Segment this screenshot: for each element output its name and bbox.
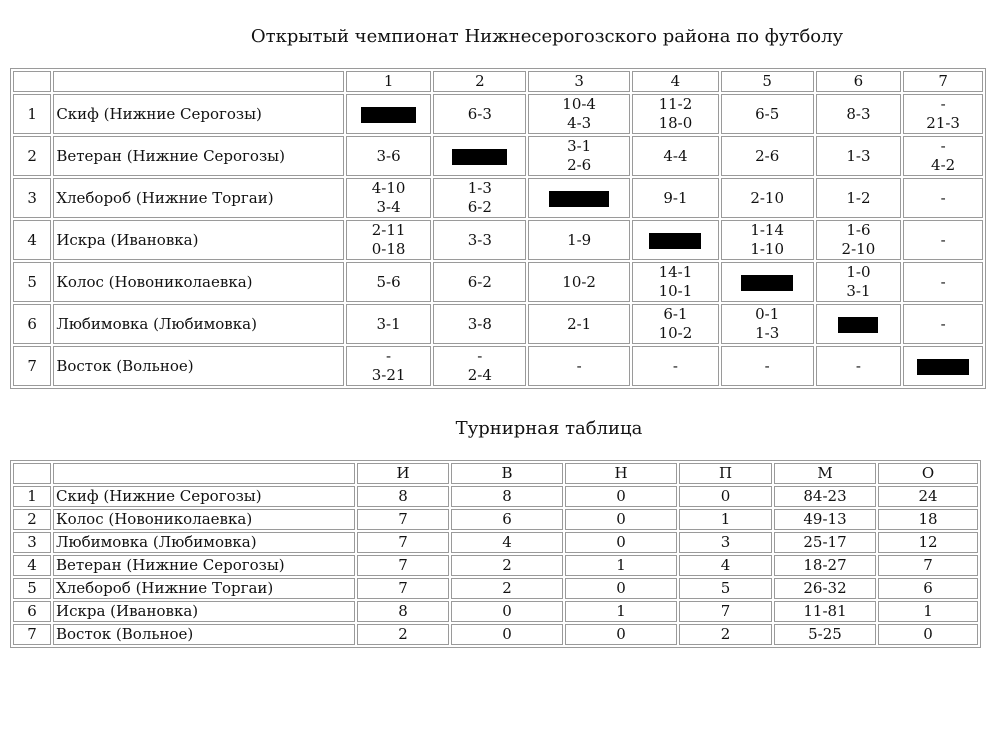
score-cell <box>903 136 983 176</box>
score-text: 4-10 <box>371 179 406 197</box>
score-text: 1-14 <box>750 221 785 239</box>
stat-cell: 2 <box>451 578 563 599</box>
score-text: 10-4 <box>562 95 596 113</box>
score-text: 2-10 <box>841 240 876 258</box>
blocked-cell-bar <box>452 149 507 165</box>
score-cell <box>903 304 983 344</box>
score-text: - <box>940 137 946 155</box>
score-cell <box>433 304 526 344</box>
score-cell <box>528 220 630 260</box>
score-text: 2-11 <box>371 221 406 239</box>
stat-cell: 26-32 <box>774 578 876 599</box>
score-cell <box>721 304 814 344</box>
score-text: 3-6 <box>376 146 401 165</box>
stat-cell: 2 <box>451 555 563 576</box>
score-cell <box>721 220 814 260</box>
score-text: 1-9 <box>567 230 592 249</box>
blocked-cell-bar <box>361 107 416 123</box>
score-cell <box>816 346 902 386</box>
blocked-cell-bar <box>549 191 609 207</box>
stat-cell: 7 <box>357 578 449 599</box>
score-cell <box>433 94 526 134</box>
stat-cell: 12 <box>878 532 978 553</box>
score-text: 1-0 <box>846 263 871 281</box>
team-name: Колос (Новониколаевка) <box>53 262 343 302</box>
stat-cell: 0 <box>878 624 978 645</box>
score-text: 3-3 <box>467 230 492 249</box>
team-name: Любимовка (Любимовка) <box>53 532 355 553</box>
stat-cell: 6 <box>878 578 978 599</box>
score-text: 5-6 <box>376 272 401 291</box>
matrix-col-header: 4 <box>632 71 719 92</box>
score-cell <box>721 94 814 134</box>
standings-table <box>10 460 981 648</box>
team-name: Скиф (Нижние Серогозы) <box>53 94 343 134</box>
score-text: 6-5 <box>755 104 780 123</box>
score-cell <box>816 220 902 260</box>
stat-cell: 8 <box>357 601 449 622</box>
standings-row <box>13 486 978 507</box>
stat-cell: 3 <box>679 532 772 553</box>
team-name: Любимовка (Любимовка) <box>53 304 343 344</box>
team-name: Ветеран (Нижние Серогозы) <box>53 136 343 176</box>
standings-col-header: П <box>679 463 772 484</box>
results-matrix <box>10 68 986 389</box>
stat-cell: 2 <box>679 624 772 645</box>
score-cell <box>346 262 432 302</box>
row-number: 7 <box>13 346 51 386</box>
row-number: 5 <box>13 262 51 302</box>
blocked-cell-bar <box>838 317 878 333</box>
standings-title: Турнирная таблица <box>455 418 643 439</box>
standings-header-blank <box>13 463 51 484</box>
matrix-row <box>13 346 983 386</box>
score-cell <box>433 220 526 260</box>
score-cell <box>346 304 432 344</box>
score-cell <box>346 136 432 176</box>
stat-cell: 24 <box>878 486 978 507</box>
score-text: 1-2 <box>846 188 871 207</box>
score-text: - <box>386 347 392 365</box>
standings-row <box>13 509 978 530</box>
score-text: 14-1 <box>658 263 693 281</box>
stat-cell: 1 <box>878 601 978 622</box>
score-text: 4-3 <box>567 114 592 132</box>
score-text: 18-0 <box>658 114 693 132</box>
row-number: 1 <box>13 94 51 134</box>
stat-cell: 1 <box>565 555 677 576</box>
team-name: Хлебороб (Нижние Торгаи) <box>53 178 343 218</box>
stat-cell: 4 <box>451 532 563 553</box>
score-text: 10-1 <box>658 282 693 300</box>
standings-col-header: В <box>451 463 563 484</box>
standings-col-header: И <box>357 463 449 484</box>
score-text: 1-6 <box>846 221 871 239</box>
score-cell <box>903 262 983 302</box>
rank-number: 1 <box>13 486 51 507</box>
page-title: Открытый чемпионат Нижнесерогозского района по футболу <box>250 26 844 47</box>
stat-cell: 11-81 <box>774 601 876 622</box>
stat-cell: 0 <box>679 486 772 507</box>
score-text: 3-21 <box>371 366 406 384</box>
score-cell <box>632 304 719 344</box>
score-cell <box>632 136 719 176</box>
score-text: 6-2 <box>467 198 492 216</box>
standings-col-header: О <box>878 463 978 484</box>
stat-cell: 1 <box>565 601 677 622</box>
score-cell <box>816 178 902 218</box>
rank-number: 4 <box>13 555 51 576</box>
score-text: 3-1 <box>376 314 401 333</box>
standings-col-header: М <box>774 463 876 484</box>
stat-cell: 18 <box>878 509 978 530</box>
score-text: - <box>764 356 770 375</box>
score-cell <box>903 94 983 134</box>
score-text: 2-4 <box>467 366 492 384</box>
matrix-row <box>13 262 983 302</box>
stat-cell: 7 <box>357 532 449 553</box>
score-cell <box>528 136 630 176</box>
stat-cell: 7 <box>357 555 449 576</box>
score-text: 2-10 <box>750 188 785 207</box>
matrix-row <box>13 220 983 260</box>
stat-cell: 1 <box>679 509 772 530</box>
rank-number: 7 <box>13 624 51 645</box>
matrix-col-header: 7 <box>903 71 983 92</box>
score-text: 6-3 <box>467 104 492 123</box>
self-match-cell <box>632 220 719 260</box>
score-cell <box>632 94 719 134</box>
score-text: 0-18 <box>371 240 406 258</box>
score-text: 11-2 <box>658 95 693 113</box>
row-number: 4 <box>13 220 51 260</box>
stat-cell: 0 <box>565 509 677 530</box>
score-cell <box>433 346 526 386</box>
stat-cell: 84-23 <box>774 486 876 507</box>
matrix-header-row <box>13 71 983 92</box>
score-text: - <box>940 230 946 249</box>
score-cell <box>528 346 630 386</box>
self-match-cell <box>903 346 983 386</box>
score-cell <box>903 178 983 218</box>
stat-cell: 7 <box>679 601 772 622</box>
score-cell <box>632 346 719 386</box>
score-text: - <box>940 95 946 113</box>
score-text: 2-6 <box>755 146 780 165</box>
score-cell <box>346 178 432 218</box>
matrix-col-header: 5 <box>721 71 814 92</box>
score-text: 4-2 <box>931 156 956 174</box>
score-text: 6-2 <box>467 272 492 291</box>
rank-number: 2 <box>13 509 51 530</box>
matrix-col-header: 1 <box>346 71 432 92</box>
standings-col-header: Н <box>565 463 677 484</box>
stat-cell: 8 <box>357 486 449 507</box>
score-cell <box>346 220 432 260</box>
score-cell <box>346 346 432 386</box>
row-number: 6 <box>13 304 51 344</box>
stat-cell: 5 <box>679 578 772 599</box>
score-text: 10-2 <box>658 324 693 342</box>
self-match-cell <box>433 136 526 176</box>
standings-header-row <box>13 463 978 484</box>
score-cell <box>528 262 630 302</box>
score-cell <box>433 178 526 218</box>
score-text: 6-1 <box>663 305 688 323</box>
standings-row <box>13 601 978 622</box>
team-name: Колос (Новониколаевка) <box>53 509 355 530</box>
matrix-col-header: 6 <box>816 71 902 92</box>
stat-cell: 7 <box>357 509 449 530</box>
score-text: - <box>672 356 678 375</box>
score-text: 1-3 <box>755 324 780 342</box>
stat-cell: 0 <box>565 578 677 599</box>
team-name: Искра (Ивановка) <box>53 601 355 622</box>
score-text: - <box>855 356 861 375</box>
matrix-row <box>13 94 983 134</box>
rank-number: 6 <box>13 601 51 622</box>
stat-cell: 8 <box>451 486 563 507</box>
team-name: Хлебороб (Нижние Торгаи) <box>53 578 355 599</box>
self-match-cell <box>816 304 902 344</box>
score-cell <box>816 136 902 176</box>
stat-cell: 0 <box>451 624 563 645</box>
blocked-cell-bar <box>741 275 793 291</box>
team-name: Искра (Ивановка) <box>53 220 343 260</box>
standings-row <box>13 578 978 599</box>
stat-cell: 4 <box>679 555 772 576</box>
stat-cell: 0 <box>565 486 677 507</box>
stat-cell: 0 <box>451 601 563 622</box>
stat-cell: 6 <box>451 509 563 530</box>
score-cell <box>721 178 814 218</box>
standings-row <box>13 532 978 553</box>
team-name: Восток (Вольное) <box>53 346 343 386</box>
matrix-col-header: 2 <box>433 71 526 92</box>
score-text: 1-3 <box>846 146 871 165</box>
rank-number: 5 <box>13 578 51 599</box>
self-match-cell <box>528 178 630 218</box>
score-cell <box>721 136 814 176</box>
matrix-header-blank <box>13 71 51 92</box>
stat-cell: 25-17 <box>774 532 876 553</box>
matrix-row <box>13 304 983 344</box>
standings-row <box>13 624 978 645</box>
blocked-cell-bar <box>649 233 701 249</box>
score-text: 21-3 <box>926 114 960 132</box>
score-cell <box>632 262 719 302</box>
score-cell <box>528 304 630 344</box>
score-cell <box>816 262 902 302</box>
score-text: 10-2 <box>562 272 596 291</box>
score-text: - <box>940 272 946 291</box>
stat-cell: 7 <box>878 555 978 576</box>
matrix-header-blank <box>53 71 343 92</box>
stat-cell: 5-25 <box>774 624 876 645</box>
score-text: 1-10 <box>750 240 785 258</box>
score-text: - <box>477 347 483 365</box>
self-match-cell <box>721 262 814 302</box>
score-text: 2-1 <box>567 314 592 333</box>
stat-cell: 49-13 <box>774 509 876 530</box>
score-text: 3-1 <box>846 282 871 300</box>
team-name: Ветеран (Нижние Серогозы) <box>53 555 355 576</box>
standings-row <box>13 555 978 576</box>
blocked-cell-bar <box>917 359 969 375</box>
stat-cell: 0 <box>565 624 677 645</box>
team-name: Восток (Вольное) <box>53 624 355 645</box>
rank-number: 3 <box>13 532 51 553</box>
row-number: 2 <box>13 136 51 176</box>
score-text: - <box>940 314 946 333</box>
team-name: Скиф (Нижние Серогозы) <box>53 486 355 507</box>
score-text: 3-4 <box>376 198 401 216</box>
stat-cell: 0 <box>565 532 677 553</box>
score-cell <box>632 178 719 218</box>
stat-cell: 18-27 <box>774 555 876 576</box>
score-text: 3-8 <box>467 314 492 333</box>
matrix-row <box>13 136 983 176</box>
row-number: 3 <box>13 178 51 218</box>
score-text: 3-1 <box>567 137 592 155</box>
score-text: - <box>576 356 582 375</box>
standings-header-blank <box>53 463 355 484</box>
self-match-cell <box>346 94 432 134</box>
matrix-row <box>13 178 983 218</box>
score-cell <box>433 262 526 302</box>
score-text: - <box>940 188 946 207</box>
score-cell <box>721 346 814 386</box>
score-cell <box>903 220 983 260</box>
score-text: 8-3 <box>846 104 871 123</box>
score-text: 4-4 <box>663 146 688 165</box>
score-cell <box>528 94 630 134</box>
score-text: 1-3 <box>467 179 492 197</box>
score-text: 2-6 <box>567 156 592 174</box>
score-text: 9-1 <box>663 188 688 207</box>
score-cell <box>816 94 902 134</box>
matrix-col-header: 3 <box>528 71 630 92</box>
stat-cell: 2 <box>357 624 449 645</box>
score-text: 0-1 <box>755 305 780 323</box>
